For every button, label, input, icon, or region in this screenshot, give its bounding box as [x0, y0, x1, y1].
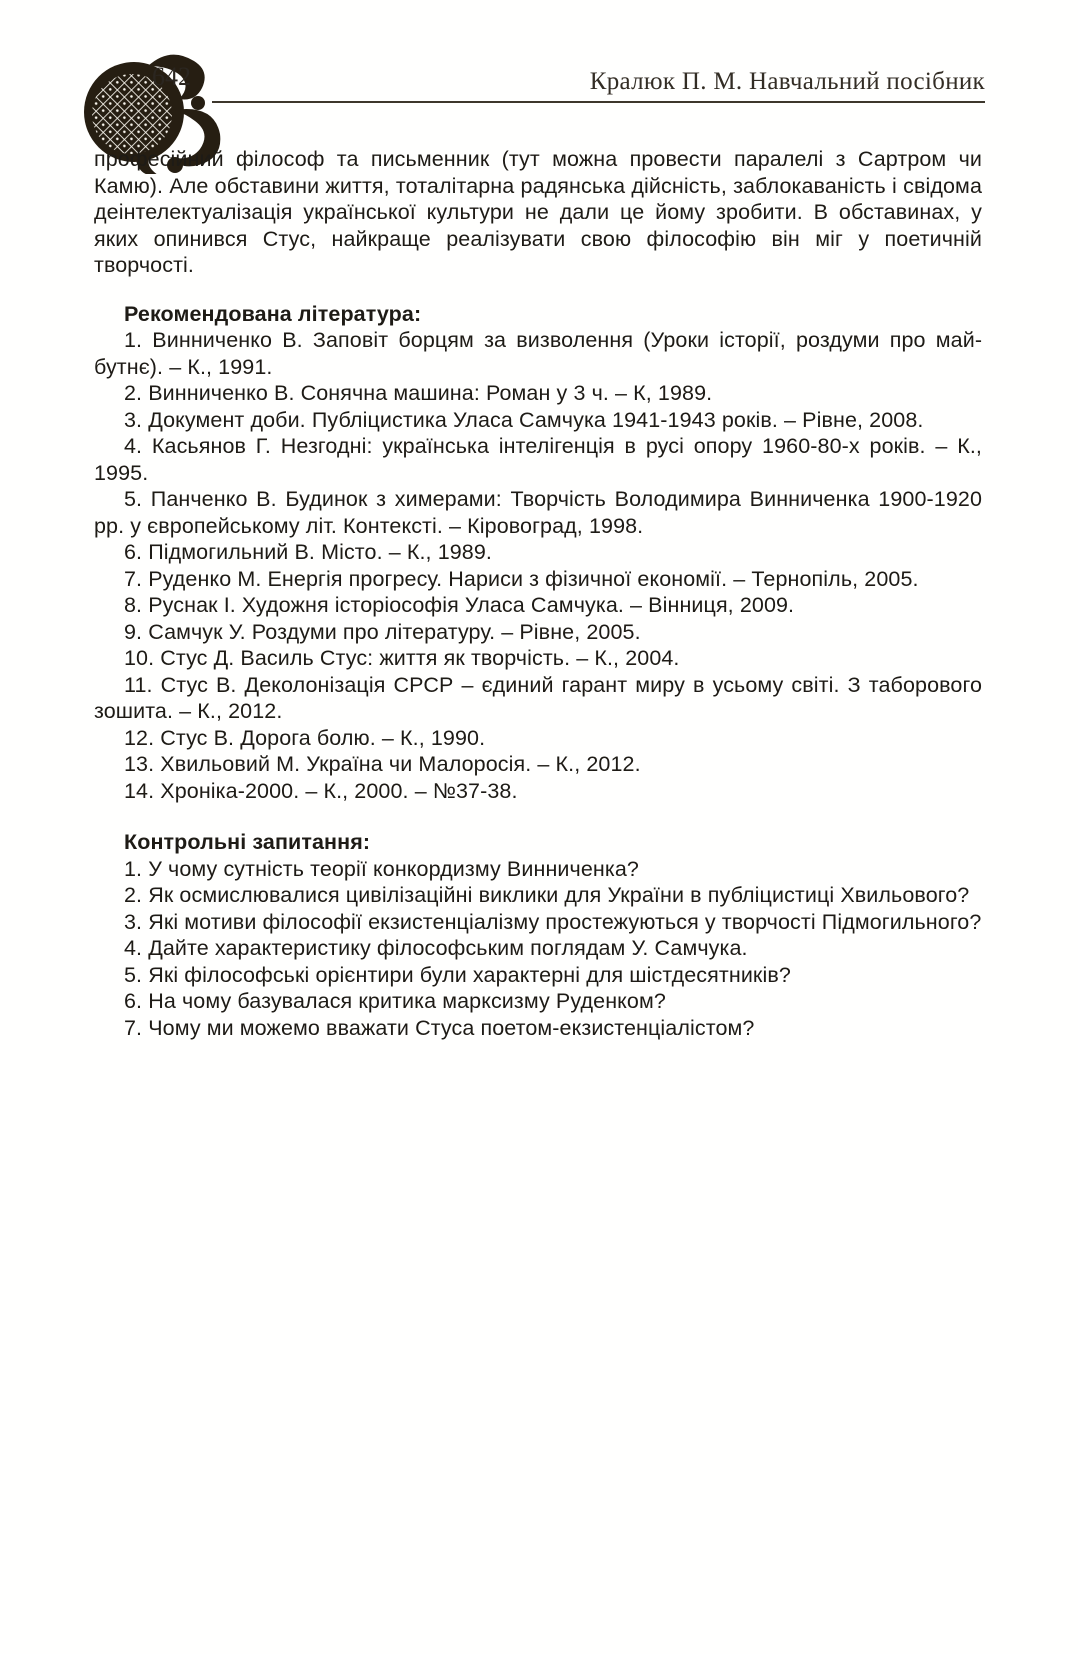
reading-list-item: 7. Руденко М. Енергія прогресу. Нариси з фізичної економії. – Тернопіль, 2005. [124, 566, 919, 591]
reading-list-item: 11. Стус В. Деколонізація СРСР – єдиний гарант миру в усьому світі. З таборового зошита. – К., 2012. [94, 672, 982, 723]
question-item: 5. Які філософські орієнтири були характерні для шістдесятників? [124, 962, 791, 987]
header-rule [212, 101, 985, 103]
page-number: 642 [152, 62, 191, 91]
reading-list-item: 14. Хроніка-2000. – К., 2000. – №37-38. [124, 778, 518, 803]
question-item: 1. У чому сутність теорії конкордизму Винниченка? [124, 856, 639, 881]
question-item: 2. Як осмислювалися цивілізаційні виклики для України в публіцистиці Хвильового? [124, 883, 970, 907]
reading-list-item: 6. Підмогильний В. Місто. – К., 1989. [124, 540, 492, 564]
reading-list-item: 5. Панченко В. Будинок з химерами: Творчість Володимира Винниченка 1900-1920 рр. у європейському літ. Контексті. – Кіровоград, 1998. [94, 487, 982, 538]
questions-heading: Контрольні запитання: [124, 830, 371, 854]
reading-list-item: 1. Винниченко В. Заповіт борцям за визволення (Уроки історії, роздуми про майбутнє). – К., 1991. [94, 328, 982, 379]
reading-list-heading: Рекомендована література: [124, 301, 422, 326]
question-item: 3. Які мотиви філософії екзистенціалізму простежуються у творчості Підмогильного? [124, 909, 982, 934]
page-body [94, 146, 982, 1041]
reading-list-item: 9. Самчук У. Роздуми про літературу. – Рівне, 2005. [124, 619, 641, 644]
reading-list-item: 8. Руснак І. Художня історіософія Уласа Самчука. – Вінниця, 2009. [124, 593, 795, 617]
running-title: Кралюк П. М. Навчальний посібник [589, 68, 985, 95]
question-item: 6. На чому базувалася критика марксизму Руденком? [124, 989, 666, 1013]
reading-list-item: 2. Винниченко В. Сонячна машина: Роман у 3 ч. – К, 1989. [124, 381, 713, 405]
reading-list-item: 12. Стус В. Дорога болю. – К., 1990. [124, 725, 486, 750]
question-item: 7. Чому ми можемо вважати Стуса поетом-екзистенціалістом? [124, 1015, 755, 1040]
reading-list-item: 10. Стус Д. Василь Стус: життя як творчість. – К., 2004. [124, 646, 680, 670]
reading-list-item: 4. Касьянов Г. Незгодні: українська інтелігенція в русі опору 1960-80-х років. – К., 1995. [94, 434, 982, 485]
intro-paragraph: професійний філософ та письменник (тут можна провести паралелі з Сартром чи Камю). Але обставини життя, тоталітарна радянська дійсність, заблокаваність і свідома деінтелектуалізація української культури не дали це йому зробити. В обставинах, у яких опинився Стус, найкраще реалізувати свою філософію він міг у поетичній творчості. [94, 147, 982, 277]
question-item: 4. Дайте характеристику філософським поглядам У. Самчука. [124, 936, 748, 960]
reading-list-item: 13. Хвильовий М. Україна чи Малоросія. – К., 2012. [124, 752, 641, 776]
reading-list-item: 3. Документ доби. Публіцистика Уласа Самчука 1941-1943 років. – Рівне, 2008. [124, 407, 924, 432]
